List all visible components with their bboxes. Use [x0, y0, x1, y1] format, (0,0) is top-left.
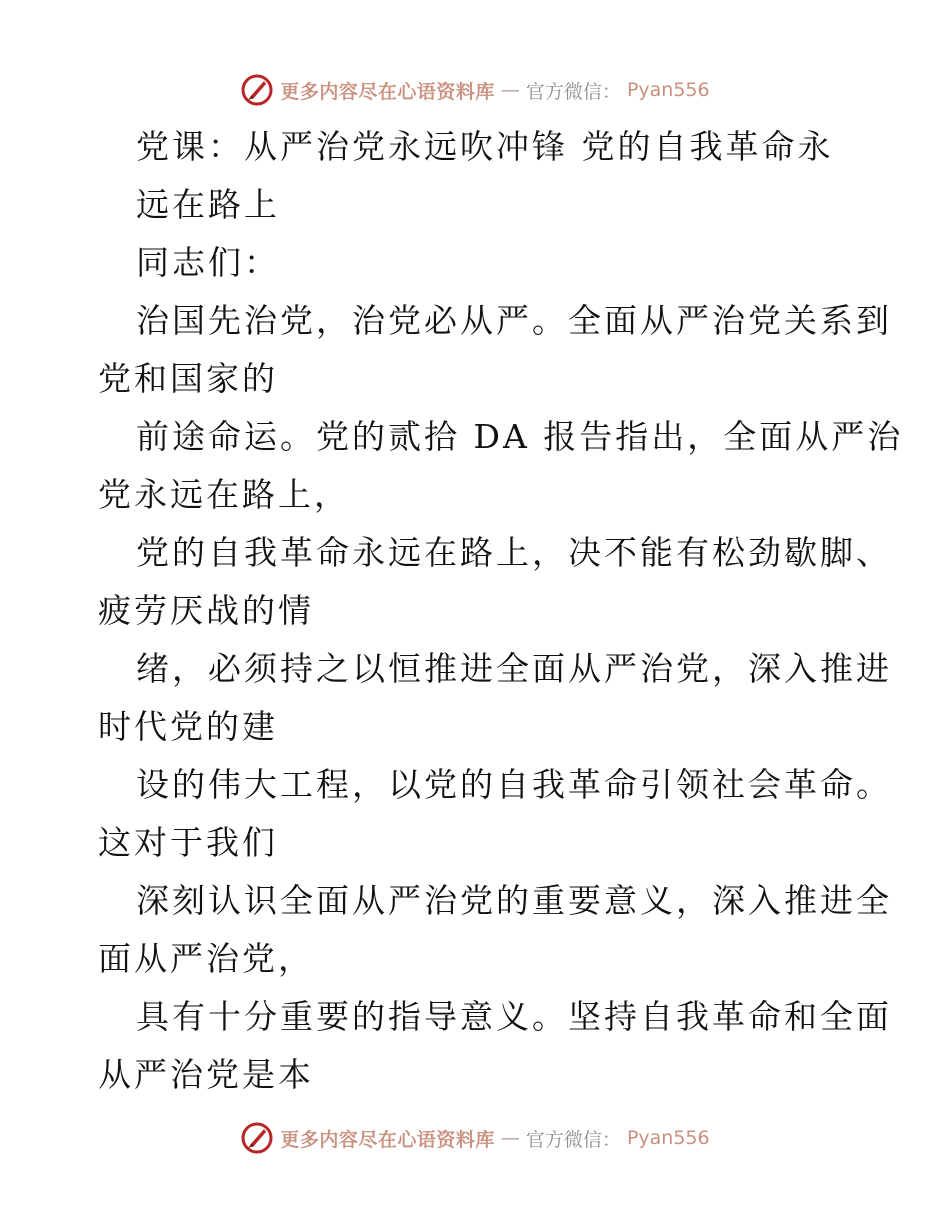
watermark-separator: — [500, 1127, 520, 1149]
doc-line: 设的伟大工程，以党的自我革命引领社会革命。 [136, 765, 892, 804]
doc-line: 党课：从严治党永远吹冲锋 党的自我革命永 [136, 127, 834, 166]
watermark-wechat-label: 官方微信： [525, 1128, 621, 1151]
doc-line: 治国先治党，治党必从严。全面从严治党关系到 [136, 301, 892, 340]
footer-watermark [0, 1118, 950, 1158]
doc-line: 从严治党是本 [98, 1055, 314, 1094]
doc-line: 党永远在路上， [98, 475, 350, 514]
doc-line: 党的自我革命永远在路上，决不能有松劲歇脚、 [136, 533, 892, 572]
doc-line: 深刻认识全面从严治党的重要意义，深入推进全 [136, 881, 892, 920]
doc-line: 具有十分重要的指导意义。坚持自我革命和全面 [136, 997, 892, 1036]
watermark-brand: 更多内容尽在心语资料库 [280, 80, 495, 103]
watermark-wechat-label: 官方微信： [525, 80, 621, 103]
header-watermark [0, 70, 950, 110]
doc-line: 远在路上 [136, 185, 280, 224]
watermark-brand: 更多内容尽在心语资料库 [280, 1128, 495, 1151]
quill-pen-logo-icon [240, 73, 274, 107]
doc-line: 前途命运。党的贰拾 DA 报告指出，全面从严治 [136, 417, 904, 456]
doc-line: 同志们： [136, 243, 280, 282]
document-body [98, 118, 904, 1104]
doc-line: 党和国家的 [98, 359, 278, 398]
watermark-wechat-id: Pyan556 [626, 1127, 710, 1149]
doc-line: 这对于我们 [98, 823, 278, 862]
quill-pen-logo-icon [240, 1121, 274, 1155]
doc-line: 疲劳厌战的情 [98, 591, 314, 630]
watermark-wechat-id: Pyan556 [626, 79, 710, 101]
doc-line: 面从严治党， [98, 939, 314, 978]
watermark-separator: — [500, 79, 520, 101]
doc-line: 绪，必须持之以恒推进全面从严治党，深入推进 [136, 649, 892, 688]
doc-line: 时代党的建 [98, 707, 278, 746]
